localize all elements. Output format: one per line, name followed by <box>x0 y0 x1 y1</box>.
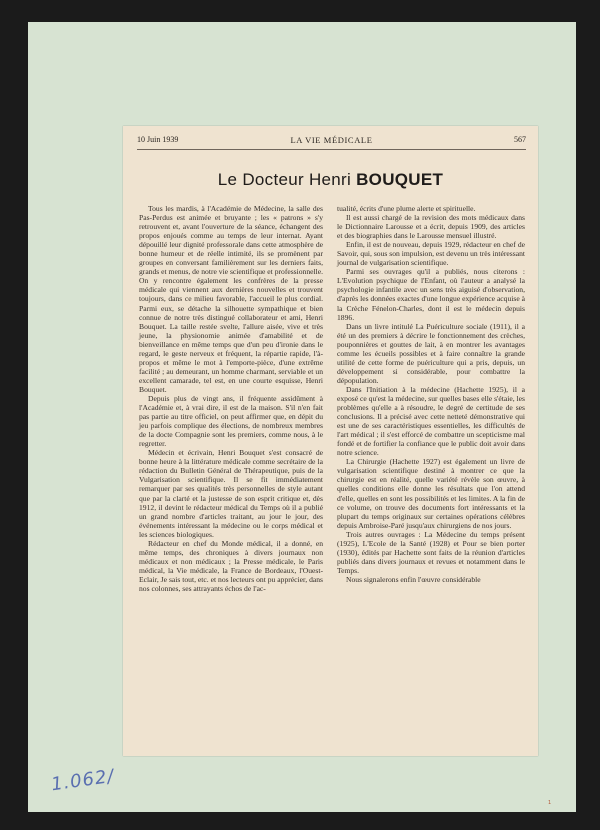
paragraph: Il est aussi chargé de la revision des mots médicaux dans le Dictionnaire Larousse et a écrit, depuis 1909, des articles et des biographies dans le Larousse mensuel illustré. <box>337 213 525 241</box>
paragraph: Trois autres ouvrages : La Médecine du temps présent (1925), L'Ecole de la Santé (1928) et Pour se bien porter (1930), édités par Hachette sont faits de la réunion d'articles publiés dans divers journaux et revues et notamment dans le Temps. <box>337 529 525 575</box>
paragraph: La Chirurgie (Hachette 1927) est également un livre de vulgarisation scientifique destiné à montrer ce que la chirurgie est en réalité, quelle variété révèle son œuvre, à quelles conditions elle donne les résultats que l'on attend d'elle, quelles en sont les possibilités et les limites. A la fin de ce volume, on trouve des documents fort intéressants et la plupart du temps originaux sur certaines opérations célèbres depuis Ambroise-Paré jusqu'aux chirurgiens de nos jours. <box>337 457 525 530</box>
paragraph: tualité, écrits d'une plume alerte et spirituelle. <box>337 204 476 213</box>
page-header <box>137 135 526 149</box>
journal-name: LA VIE MÉDICALE <box>290 135 373 145</box>
paragraph: Enfin, il est de nouveau, depuis 1929, rédacteur en chef de Savoir, qui, sous son impulsion, est devenu un très intéressant journal de vulgarisation scientifique. <box>337 240 525 268</box>
title-name: BOUQUET <box>356 170 444 189</box>
small-archive-mark: 1 <box>548 800 552 806</box>
right-column <box>337 204 525 584</box>
paragraph: Depuis plus de vingt ans, il fréquente assidûment à l'Académie et, à vrai dire, il est de la maison. S'il n'en fait pas partie au titre officiel, on peut affirmer que, en dépit du jeu parfois complique des élections, de nombreux membres de la docte Compagnie sont les premiers, comme nous, à le regretter. <box>139 393 323 449</box>
handwritten-archive-number: 1.062/ <box>49 765 116 796</box>
title-prefix: Le Docteur Henri <box>217 170 357 189</box>
page-number: 567 <box>514 135 526 144</box>
paragraph: Médecin et écrivain, Henri Bouquet s'est consacré de bonne heure à la littérature médicale comme secrétaire de la rédaction du Bulletin Général de Thérapeutique, puis de la Vulgarisation scientifique. Il se fit immédiatement remarquer par ses qualités très personnelles de style autant que par la clarté et la justesse de son esprit critique et, dès 1912, il devint le rédacteur médical du Temps où il a publié un grand nombre d'articles traitant, au jour le jour, des événements intéressant la médecine ou le corps médical et les sciences biologiques. <box>139 448 323 539</box>
paragraph: Dans un livre intitulé La Puériculture sociale (1911), il a été un des premiers à décrire le fonctionnement des crèches, pouponnières et gouttes de lait, à en montrer les avantages comme les écueils possibles et à faire connaître la grande utilité de cette forme de puériculture qui a pris, depuis, un développement si considérable, pour combattre la dépopulation. <box>337 321 525 385</box>
header-rule <box>137 149 526 150</box>
paragraph: Dans l'Initiation à la médecine (Hachette 1925), il a exposé ce qu'est la médecine, sur quelles bases elle s'étaie, les problèmes qu'elle a à résoudre, le degré de certitude de ses conclusions. Il a précisé avec cette netteté démonstrative qui est une de ses caractéristiques essentielles, les difficultés de l'art médical ; il s'est efforcé de combattre un scepticisme mal fondé et de fortifier la confiance que le public doit avoir dans notre science. <box>337 384 525 458</box>
issue-date: 10 Juin 1939 <box>137 135 179 144</box>
left-column <box>139 204 323 593</box>
newspaper-clipping <box>123 126 538 756</box>
archive-board <box>28 22 576 812</box>
paragraph: Tous les mardis, à l'Académie de Médecine, la salle des Pas-Perdus est animée et bruyante ; les « patrons » s'y retrouvent et, avant l'ouverture de la séance, échangent des propos enjoués comme au temps de leur internat. Ayant dépouillé leur dignité professorale dans cette atmosphère de bonne humeur et de réelle intimité, ils se promènent par groupes en conversant familièrement sur les derniers faits, grands et menus, de notre vie scientifique et professionnelle. On y rencontre également les confrères de la presse médicale qui viennent aux dernières nouvelles et trouvent toujours, dans ce milieu favorable, l'accueil le plus cordial. Parmi eux, se détache la silhouette sympathique et bien connue de notre très distingué collaborateur et ami, Henri Bouquet. La taille restée svelte, l'allure aisée, vive et très jeune, la physionomie animée d'amabilité et de bienveillance en même temps que d'un peu d'ironie dans le regard, le geste nerveux et fréquent, la répartie rapide, l'à-propos et même le mot à l'emporte-pièce, d'une extrême facilité ; au demeurant, un homme charmant, serviable et un excellent camarade, tel est, en une courte esquisse, Henri Bouquet. <box>139 204 323 394</box>
paragraph: Parmi ses ouvrages qu'il a publiés, nous citerons : L'Evolution psychique de l'Enfant, où l'auteur a analysé la psychologie infantile avec un sens très aiguisé d'observation, d'après les données exactes d'une longue expérience acquise à la Crèche Fénelon-Charles, dont il est le médecin depuis 1896. <box>337 267 525 322</box>
paragraph: Rédacteur en chef du Monde médical, il a donné, en même temps, des chroniques à divers journaux non médicaux et non médicaux ; la Presse médicale, le Paris médical, la Vie médicale, la France de Bordeaux, l'Ouest-Eclair, Je sais tout, etc. et nos lecteurs ont pu apprécier, dans nos colonnes, ses attrayants échos de l'ac- <box>139 538 323 593</box>
paragraph: Nous signalerons enfin l'œuvre considérable <box>346 574 481 584</box>
article-title <box>123 170 538 190</box>
